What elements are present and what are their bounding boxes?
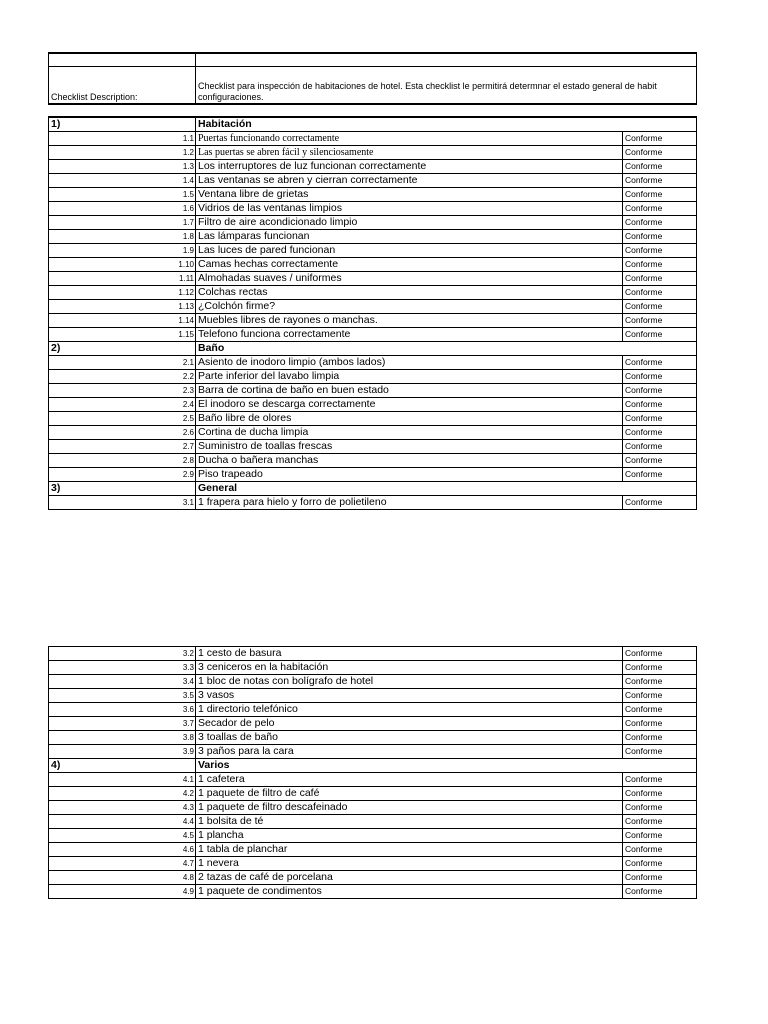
checklist-item-row — [49, 300, 697, 314]
item-status[interactable]: Conforme — [623, 258, 697, 272]
item-number: 3.6 — [49, 703, 196, 717]
item-number: 1.13 — [49, 300, 196, 314]
checklist-item-row — [49, 258, 697, 272]
item-description: 1 frapera para hielo y forro de polietileno — [196, 496, 623, 510]
item-description: Telefono funciona correctamente — [196, 328, 623, 342]
checklist-item-row — [49, 286, 697, 300]
item-status[interactable]: Conforme — [623, 468, 697, 482]
item-status[interactable]: Conforme — [623, 675, 697, 689]
item-description: Ducha o bañera manchas — [196, 454, 623, 468]
item-description: 1 paquete de condimentos — [196, 885, 623, 899]
section-header-row — [49, 342, 697, 356]
item-number: 1.14 — [49, 314, 196, 328]
checklist-item-row — [49, 675, 697, 689]
item-number: 1.2 — [49, 146, 196, 160]
checklist-item-row — [49, 412, 697, 426]
item-status[interactable]: Conforme — [623, 160, 697, 174]
description-text: Checklist para inspección de habitaciones de hotel. Esta checklist le permitirá determnar el estado general de habit configuraciones. — [196, 67, 697, 105]
section-title: Varios — [196, 759, 697, 773]
item-number: 3.4 — [49, 675, 196, 689]
item-number: 1.8 — [49, 230, 196, 244]
item-number: 4.2 — [49, 787, 196, 801]
item-status[interactable]: Conforme — [623, 216, 697, 230]
item-status[interactable]: Conforme — [623, 244, 697, 258]
item-status[interactable]: Conforme — [623, 300, 697, 314]
checklist-item-row — [49, 703, 697, 717]
item-description: 1 bolsita de té — [196, 815, 623, 829]
blank-header-row — [49, 53, 697, 67]
checklist-item-row — [49, 717, 697, 731]
item-description: 3 paños para la cara — [196, 745, 623, 759]
item-description: Suministro de toallas frescas — [196, 440, 623, 454]
checklist-item-row — [49, 370, 697, 384]
item-status[interactable]: Conforme — [623, 314, 697, 328]
item-status[interactable]: Conforme — [623, 230, 697, 244]
item-status[interactable]: Conforme — [623, 885, 697, 899]
checklist-item-row — [49, 829, 697, 843]
item-status[interactable]: Conforme — [623, 272, 697, 286]
item-status[interactable]: Conforme — [623, 745, 697, 759]
item-description: Piso trapeado — [196, 468, 623, 482]
item-description: Las puertas se abren fácil y silenciosamente — [196, 146, 623, 160]
checklist-item-row — [49, 146, 697, 160]
item-description: Los interruptores de luz funcionan correctamente — [196, 160, 623, 174]
item-status[interactable]: Conforme — [623, 286, 697, 300]
item-status[interactable]: Conforme — [623, 440, 697, 454]
item-status[interactable]: Conforme — [623, 356, 697, 370]
item-status[interactable]: Conforme — [623, 857, 697, 871]
item-number: 1.15 — [49, 328, 196, 342]
item-description: Asiento de inodoro limpio (ambos lados) — [196, 356, 623, 370]
item-number: 2.1 — [49, 356, 196, 370]
checklist-item-row — [49, 174, 697, 188]
item-description: Puertas funcionando correctamente — [196, 132, 623, 146]
item-number: 3.5 — [49, 689, 196, 703]
checklist-item-row — [49, 801, 697, 815]
checklist-item-row — [49, 745, 697, 759]
item-number: 2.5 — [49, 412, 196, 426]
section-header-row — [49, 117, 697, 132]
checklist-item-row — [49, 216, 697, 230]
item-number: 4.6 — [49, 843, 196, 857]
checklist-item-row — [49, 454, 697, 468]
item-description: ¿Colchón firme? — [196, 300, 623, 314]
checklist-item-row — [49, 160, 697, 174]
item-status[interactable]: Conforme — [623, 426, 697, 440]
section-title: General — [196, 482, 697, 496]
item-number: 1.4 — [49, 174, 196, 188]
item-description: Colchas rectas — [196, 286, 623, 300]
description-label: Checklist Description: — [49, 67, 196, 105]
section-number: 1) — [49, 117, 196, 132]
item-number: 3.8 — [49, 731, 196, 745]
checklist-item-row — [49, 426, 697, 440]
checklist-item-row — [49, 885, 697, 899]
item-description: 1 tabla de planchar — [196, 843, 623, 857]
item-number: 4.9 — [49, 885, 196, 899]
item-description: Las lámparas funcionan — [196, 230, 623, 244]
section-number: 4) — [49, 759, 196, 773]
item-status[interactable]: Conforme — [623, 370, 697, 384]
item-description: Cortina de ducha limpia — [196, 426, 623, 440]
item-status[interactable]: Conforme — [623, 146, 697, 160]
checklist-item-row — [49, 871, 697, 885]
item-description: 1 bloc de notas con bolígrafo de hotel — [196, 675, 623, 689]
item-status[interactable]: Conforme — [623, 871, 697, 885]
checklist-description-table — [48, 52, 697, 105]
item-description: El inodoro se descarga correctamente — [196, 398, 623, 412]
item-description: Camas hechas correctamente — [196, 258, 623, 272]
item-description: Barra de cortina de baño en buen estado — [196, 384, 623, 398]
checklist-item-row — [49, 188, 697, 202]
checklist-item-row — [49, 356, 697, 370]
item-number: 2.6 — [49, 426, 196, 440]
item-number: 1.9 — [49, 244, 196, 258]
checklist-item-row — [49, 843, 697, 857]
item-status[interactable]: Conforme — [623, 454, 697, 468]
item-number: 4.7 — [49, 857, 196, 871]
section-header-row — [49, 759, 697, 773]
item-description: 3 vasos — [196, 689, 623, 703]
checklist-item-row — [49, 815, 697, 829]
item-status[interactable]: Conforme — [623, 661, 697, 675]
checklist-item-row — [49, 230, 697, 244]
item-description: Muebles libres de rayones o manchas. — [196, 314, 623, 328]
item-status[interactable]: Conforme — [623, 689, 697, 703]
checklist-item-row — [49, 731, 697, 745]
item-description: 3 toallas de baño — [196, 731, 623, 745]
item-status[interactable]: Conforme — [623, 647, 697, 661]
item-status[interactable]: Conforme — [623, 496, 697, 510]
blank-cell — [196, 53, 697, 67]
item-status[interactable]: Conforme — [623, 731, 697, 745]
section-title: Baño — [196, 342, 697, 356]
description-row — [49, 67, 697, 105]
item-number: 3.9 — [49, 745, 196, 759]
item-number: 1.12 — [49, 286, 196, 300]
item-number: 2.3 — [49, 384, 196, 398]
checklist-table-page-2 — [48, 646, 697, 899]
item-status[interactable]: Conforme — [623, 773, 697, 787]
section-number: 2) — [49, 342, 196, 356]
item-description: Las luces de pared funcionan — [196, 244, 623, 258]
item-description: 2 tazas de café de porcelana — [196, 871, 623, 885]
checklist-item-row — [49, 857, 697, 871]
item-number: 2.2 — [49, 370, 196, 384]
item-number: 1.7 — [49, 216, 196, 230]
item-description: 1 cesto de basura — [196, 647, 623, 661]
checklist-item-row — [49, 773, 697, 787]
item-description: 3 ceniceros en la habitación — [196, 661, 623, 675]
item-number: 4.3 — [49, 801, 196, 815]
item-status[interactable]: Conforme — [623, 398, 697, 412]
item-status[interactable]: Conforme — [623, 202, 697, 216]
item-status[interactable]: Conforme — [623, 829, 697, 843]
item-description: Secador de pelo — [196, 717, 623, 731]
checklist-item-row — [49, 244, 697, 258]
checklist-item-row — [49, 328, 697, 342]
checklist-item-row — [49, 661, 697, 675]
item-description: Las ventanas se abren y cierran correctamente — [196, 174, 623, 188]
item-number: 1.6 — [49, 202, 196, 216]
item-number: 1.10 — [49, 258, 196, 272]
item-number: 2.8 — [49, 454, 196, 468]
item-number: 3.3 — [49, 661, 196, 675]
item-status[interactable]: Conforme — [623, 132, 697, 146]
item-status[interactable]: Conforme — [623, 328, 697, 342]
item-status[interactable]: Conforme — [623, 412, 697, 426]
item-number: 4.8 — [49, 871, 196, 885]
item-number: 1.11 — [49, 272, 196, 286]
item-description: Vidrios de las ventanas limpios — [196, 202, 623, 216]
item-description: Ventana libre de grietas — [196, 188, 623, 202]
checklist-item-row — [49, 384, 697, 398]
item-number: 3.7 — [49, 717, 196, 731]
checklist-item-row — [49, 202, 697, 216]
checklist-item-row — [49, 272, 697, 286]
item-description: Parte inferior del lavabo limpia — [196, 370, 623, 384]
item-number: 1.5 — [49, 188, 196, 202]
blank-cell — [49, 53, 196, 67]
item-number: 3.2 — [49, 647, 196, 661]
item-number: 1.3 — [49, 160, 196, 174]
item-description: 1 paquete de filtro descafeinado — [196, 801, 623, 815]
item-description: Baño libre de olores — [196, 412, 623, 426]
item-description: 1 paquete de filtro de café — [196, 787, 623, 801]
checklist-item-row — [49, 689, 697, 703]
item-description: Almohadas suaves / uniformes — [196, 272, 623, 286]
item-number: 1.1 — [49, 132, 196, 146]
item-number: 4.5 — [49, 829, 196, 843]
item-status[interactable]: Conforme — [623, 787, 697, 801]
checklist-item-row — [49, 314, 697, 328]
item-number: 4.4 — [49, 815, 196, 829]
item-number: 2.7 — [49, 440, 196, 454]
checklist-item-row — [49, 132, 697, 146]
section-header-row — [49, 482, 697, 496]
item-status[interactable]: Conforme — [623, 801, 697, 815]
checklist-item-row — [49, 787, 697, 801]
item-status[interactable]: Conforme — [623, 815, 697, 829]
item-description: 1 directorio telefónico — [196, 703, 623, 717]
section-number: 3) — [49, 482, 196, 496]
section-title: Habitación — [196, 117, 697, 132]
item-number: 2.4 — [49, 398, 196, 412]
item-status[interactable]: Conforme — [623, 717, 697, 731]
checklist-item-row — [49, 468, 697, 482]
checklist-table-page-1 — [48, 116, 697, 510]
item-number: 2.9 — [49, 468, 196, 482]
item-status[interactable]: Conforme — [623, 174, 697, 188]
item-status[interactable]: Conforme — [623, 384, 697, 398]
checklist-item-row — [49, 496, 697, 510]
item-description: 1 plancha — [196, 829, 623, 843]
item-number: 4.1 — [49, 773, 196, 787]
checklist-item-row — [49, 398, 697, 412]
item-number: 3.1 — [49, 496, 196, 510]
item-description: 1 cafetera — [196, 773, 623, 787]
item-status[interactable]: Conforme — [623, 188, 697, 202]
item-status[interactable]: Conforme — [623, 843, 697, 857]
item-status[interactable]: Conforme — [623, 703, 697, 717]
item-description: Filtro de aire acondicionado limpio — [196, 216, 623, 230]
item-description: 1 nevera — [196, 857, 623, 871]
checklist-item-row — [49, 440, 697, 454]
checklist-item-row — [49, 647, 697, 661]
